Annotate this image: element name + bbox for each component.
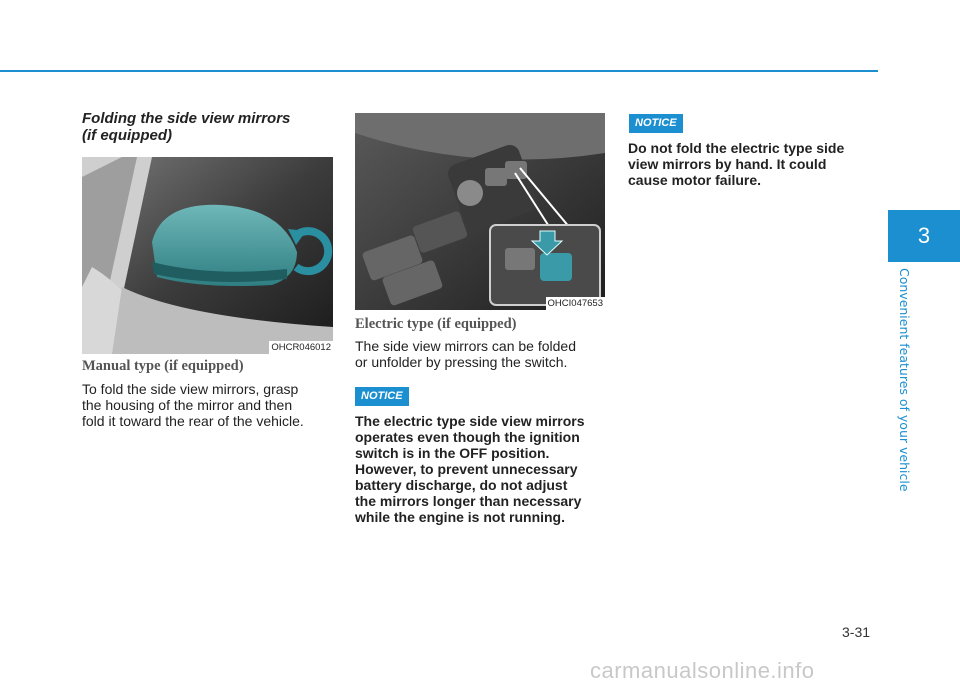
text-line: cause motor failure. [628,172,762,188]
manual-mirror-illustration [82,157,333,354]
text-line: the mirrors longer than necessary [355,493,582,509]
manual-type-title: Manual type (if equipped) [82,358,244,374]
figure-caption: OHCR046012 [271,342,331,353]
chapter-title-vertical [898,268,924,493]
text-line: while the engine is not running. [355,509,565,525]
electric-switch-figure [355,113,605,310]
section-heading-line-1: Folding the side view mirrors [82,110,291,127]
text-line: The side view mirrors can be folded [355,338,576,354]
electric-type-title: Electric type (if equipped) [355,316,517,332]
text-line: or unfolder by pressing the switch. [355,354,568,370]
text-line: switch is in the OFF position. [355,445,550,461]
electric-type-text [355,338,605,370]
page-number: 3-31 [842,624,871,640]
notice-text [355,413,605,525]
text-line: fold it toward the rear of the vehicle. [82,413,304,429]
figure-caption: OHCI047653 [547,298,603,309]
text-line: However, to prevent unnecessary [355,461,578,477]
text-line: the housing of the mirror and then [82,397,293,413]
text-line: To fold the side view mirrors, grasp [82,381,299,397]
text-line: battery discharge, do not adjust [355,477,568,493]
section-heading [82,110,332,144]
chapter-number-tab: 3 [888,210,960,262]
text-line: view mirrors by hand. It could [628,156,827,172]
text-line: The electric type side view mirrors [355,413,585,429]
watermark: carmanualsonline.info [590,658,815,683]
header-rule [0,70,878,72]
notice-text [628,140,878,188]
text-line: Do not fold the electric type side [628,140,845,156]
chapter-title: Convenient features of your vehicle [897,268,912,492]
text-line: operates even though the ignition [355,429,580,445]
electric-switch-illustration [355,113,605,310]
notice-badge: NOTICE [355,387,409,406]
manual-mirror-figure [82,157,333,354]
manual-type-text [82,381,333,429]
notice-badge: NOTICE [629,114,683,133]
section-heading-line-2: (if equipped) [82,127,172,144]
